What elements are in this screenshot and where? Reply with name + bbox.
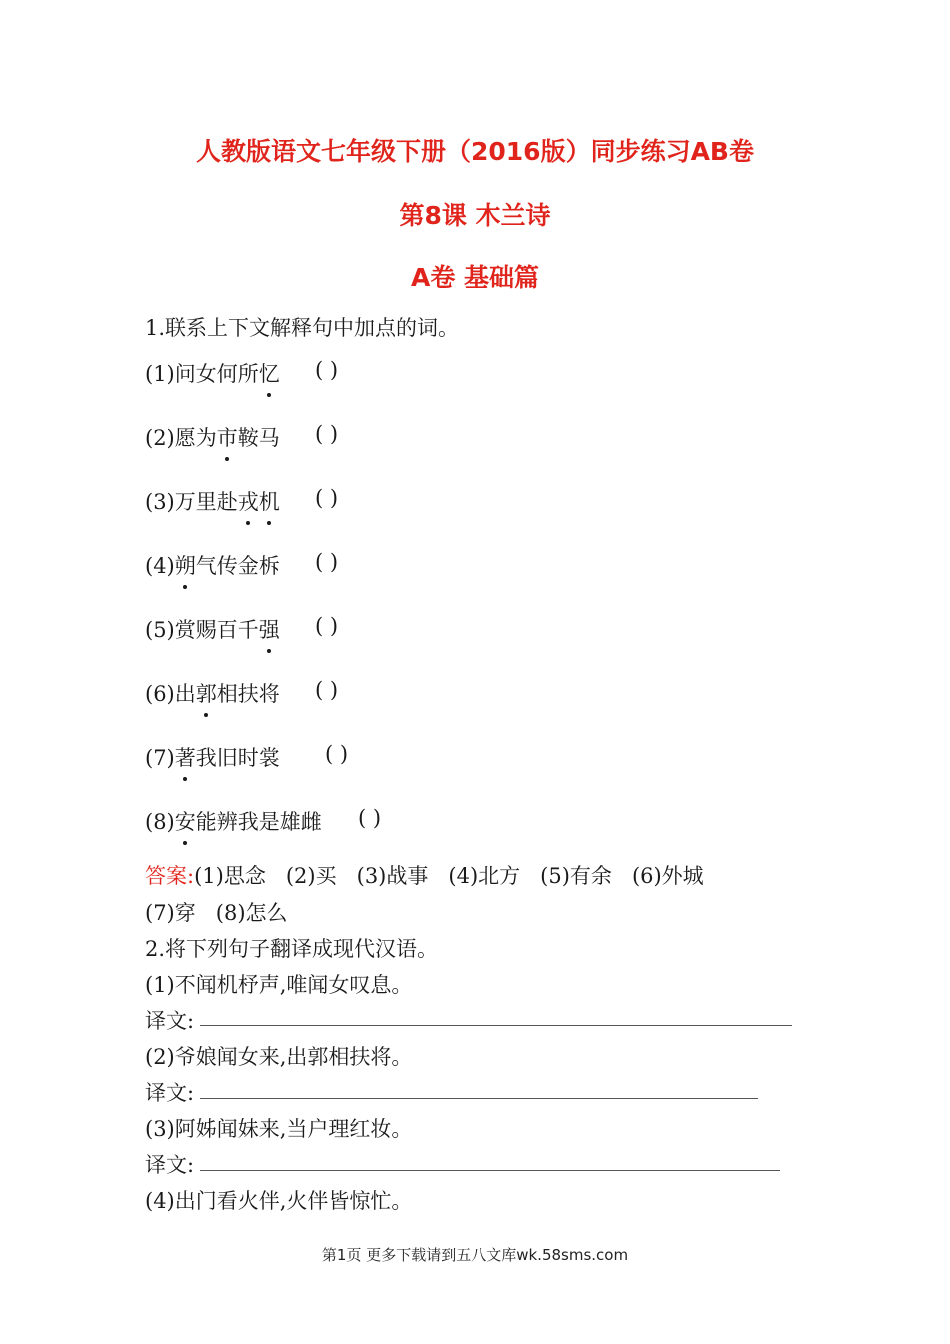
q1-item-2: (2)愿为市鞍马: [145, 422, 280, 452]
dotted-word: 郭: [196, 678, 217, 708]
translation-label: 译文:: [145, 1009, 195, 1033]
answer-label: 答案:: [145, 864, 195, 888]
q1-item-5: (5)赏赐百千强: [145, 614, 280, 644]
section-title: A卷 基础篇: [410, 263, 540, 292]
dotted-word: 忆: [259, 358, 280, 388]
q2-sentence-2: (2)爷娘闻女来,出郭相扶将。: [145, 1045, 413, 1069]
q1-item-8: (8)安能辨我是雄雌: [145, 806, 322, 836]
q1-item-7: (7)著我旧时裳: [145, 742, 280, 772]
dotted-word: [238, 490, 280, 514]
answer-blank: ( ): [315, 678, 339, 702]
q2-sentence-4: (4)出门看火伴,火伴皆惊忙。: [145, 1189, 413, 1213]
dotted-char: 机: [259, 486, 280, 516]
answer-blank: ( ): [315, 550, 339, 574]
answer-blank: ( ): [315, 614, 339, 638]
translation-label: 译文:: [145, 1153, 195, 1177]
lesson-title: 第8课 木兰诗: [399, 201, 551, 230]
q1-item-6: (6)出郭相扶将: [145, 678, 280, 708]
translation-blank: [200, 1098, 758, 1099]
q1-item-4: (4)朔气传金柝: [145, 550, 280, 580]
q2-sentence-1: (1)不闻机杼声,唯闻女叹息。: [145, 973, 413, 997]
dotted-word: 朔: [175, 550, 196, 580]
q1-item-3: (3)万里赴戎机: [145, 486, 280, 516]
answer-blank: ( ): [325, 742, 349, 766]
q1-answer-line-2: (7)穿 (8)怎么: [145, 901, 288, 925]
answer-blank: ( ): [315, 486, 339, 510]
dotted-word: 市: [217, 422, 238, 452]
answer-blank: ( ): [358, 806, 382, 830]
answer-blank: ( ): [315, 358, 339, 382]
translation-blank: [200, 1025, 792, 1026]
document-title: 人教版语文七年级下册（2016版）同步练习AB卷: [196, 137, 754, 166]
dotted-word: 著: [175, 742, 196, 772]
q1-item-1: (1)问女何所忆: [145, 358, 280, 388]
q1-answer-line-1: 答案:(1)思念 (2)买 (3)战事 (4)北方 (5)有余 (6)外城: [145, 864, 704, 888]
dotted-word: 安: [175, 806, 196, 836]
translation-blank: [200, 1170, 780, 1171]
dotted-word: 强: [259, 614, 280, 644]
translation-label: 译文:: [145, 1081, 195, 1105]
dotted-char: 戎: [238, 486, 259, 516]
answer-blank: ( ): [315, 422, 339, 446]
page-footer: 第1页 更多下载请到五八文库wk.58sms.com: [321, 1246, 629, 1264]
q2-sentence-3: (3)阿姊闻妹来,当户理红妆。: [145, 1117, 413, 1141]
question-1-prompt: 1.联系上下文解释句中加点的词。: [145, 316, 460, 340]
question-2-prompt: 2.将下列句子翻译成现代汉语。: [145, 937, 439, 961]
